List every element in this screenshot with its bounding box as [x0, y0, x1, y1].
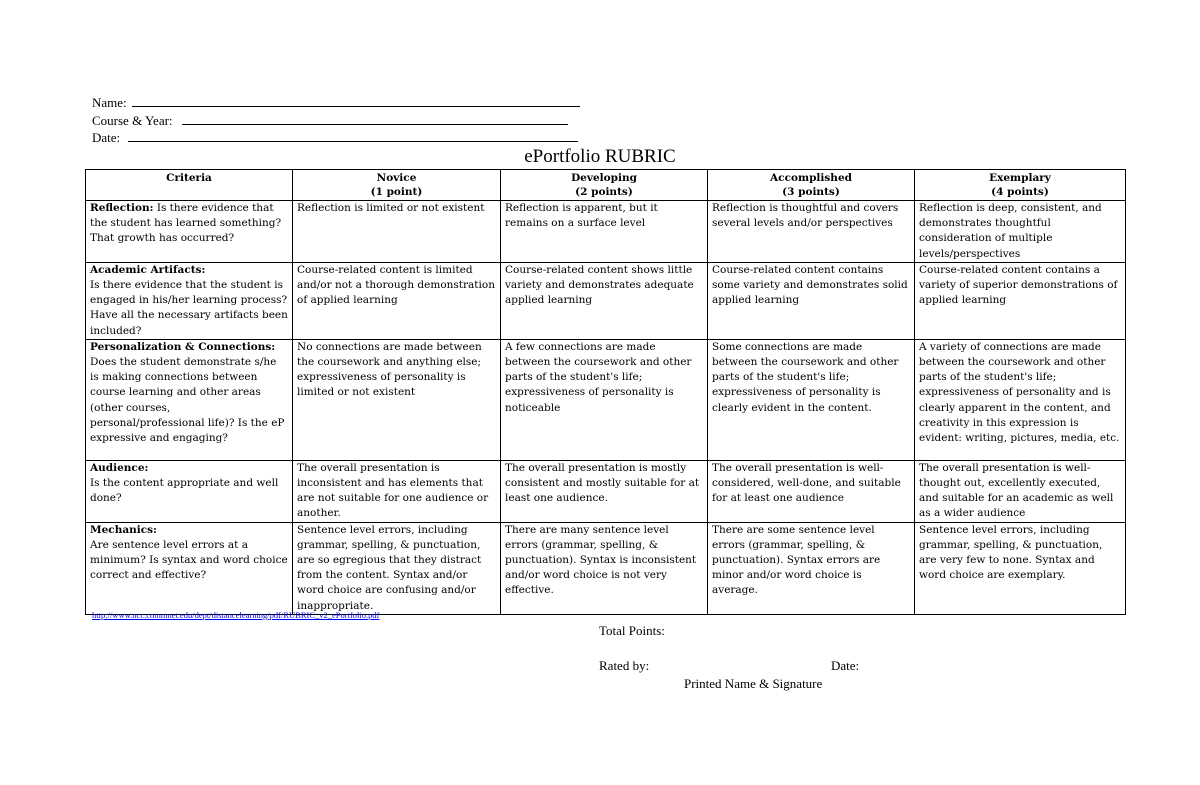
date-line[interactable] — [128, 130, 578, 142]
course-year-line[interactable] — [182, 113, 568, 125]
header-exemplary: Exemplary (4 points) — [915, 170, 1126, 201]
signature-label: Printed Name & Signature — [684, 676, 823, 691]
novice-cell: Course-related content is limited and/or not a thorough demonstration of applied learning — [293, 262, 501, 339]
course-year-field — [92, 113, 568, 129]
rated-by-label: Rated by: — [599, 658, 650, 673]
accomplished-cell: There are some sentence level errors (grammar, spelling, & punctuation). Syntax errors are minor and/or word choice is average. — [708, 522, 915, 614]
name-line[interactable] — [132, 95, 580, 107]
table-header-row — [86, 170, 1126, 201]
accomplished-cell: Some connections are made between the coursework and other parts of the student's life; expressiveness of personality is clearly evident in the content. — [708, 339, 915, 460]
source-link[interactable]: http://www.ncc.commnet.edu/dept/distancelearning/pdf/RUBRIC_v2_ePortfolio.pdf — [92, 610, 380, 620]
header-developing: Developing (2 points) — [501, 170, 708, 201]
table-row-mechanics — [86, 522, 1126, 614]
date-field — [92, 130, 578, 146]
developing-cell: There are many sentence level errors (grammar, spelling, & punctuation). Syntax is inconsistent and/or word choice is not very effective. — [501, 522, 708, 614]
header-criteria: Criteria — [86, 170, 293, 201]
total-points-label: Total Points: — [599, 623, 665, 638]
table-row-personalization — [86, 339, 1126, 460]
accomplished-cell: The overall presentation is well-considered, well-done, and suitable for at least one audience — [708, 460, 915, 522]
criteria-cell: Audience: Is the content appropriate and well done? — [86, 460, 293, 522]
criteria-cell: Reflection: Is there evidence that the student has learned something? That growth has occurred? — [86, 201, 293, 263]
developing-cell: Reflection is apparent, but it remains on a surface level — [501, 201, 708, 263]
table-row-reflection — [86, 201, 1126, 263]
exemplary-cell: Course-related content contains a variety of superior demonstrations of applied learning — [915, 262, 1126, 339]
name-field — [92, 95, 580, 111]
novice-cell: Reflection is limited or not existent — [293, 201, 501, 263]
page-title: ePortfolio RUBRIC — [524, 146, 676, 167]
developing-cell: The overall presentation is mostly consistent and mostly suitable for at least one audience. — [501, 460, 708, 522]
novice-cell: Sentence level errors, including grammar, spelling, & punctuation, are so egregious that they distract from the content. Syntax and/or word choice are confusing and/or inappropriate. — [293, 522, 501, 614]
date-footer-label: Date: — [831, 658, 860, 673]
header-novice: Novice (1 point) — [293, 170, 501, 201]
developing-cell: A few connections are made between the coursework and other parts of the student's life; expressiveness of personality is noticeable — [501, 339, 708, 460]
header-accomplished: Accomplished (3 points) — [708, 170, 915, 201]
exemplary-cell: Sentence level errors, including grammar, spelling, & punctuation, are very few to none. Syntax and word choice are exemplary. — [915, 522, 1126, 614]
rubric-table — [85, 169, 1126, 615]
date-label: Date: — [92, 130, 121, 145]
criteria-cell: Mechanics: Are sentence level errors at a minimum? Is syntax and word choice correct and effective? — [86, 522, 293, 614]
table-row-audience — [86, 460, 1126, 522]
novice-cell: The overall presentation is inconsistent and has elements that are not suitable for one audience or another. — [293, 460, 501, 522]
developing-cell: Course-related content shows little variety and demonstrates adequate applied learning — [501, 262, 708, 339]
criteria-cell: Academic Artifacts: Is there evidence that the student is engaged in his/her learning process? Have all the necessary artifacts been included? — [86, 262, 293, 339]
novice-cell: No connections are made between the coursework and anything else; expressiveness of personality is limited or not existent — [293, 339, 501, 460]
accomplished-cell: Reflection is thoughtful and covers several levels and/or perspectives — [708, 201, 915, 263]
exemplary-cell: A variety of connections are made between the coursework and other parts of the student's life; expressiveness of personality and is clearly apparent in the content, and creativity in this expression is evident: writing, pictures, media, etc. — [915, 339, 1126, 460]
name-label: Name: — [92, 95, 127, 110]
course-year-label: Course & Year: — [92, 113, 173, 128]
criteria-cell: Personalization & Connections: Does the student demonstrate s/he is making connections between course learning and other areas (other courses, personal/professional life)? Is the eP expressive and engaging? — [86, 339, 293, 460]
exemplary-cell: Reflection is deep, consistent, and demonstrates thoughtful consideration of multiple levels/perspectives — [915, 201, 1126, 263]
accomplished-cell: Course-related content contains some variety and demonstrates solid applied learning — [708, 262, 915, 339]
table-row-academic-artifacts — [86, 262, 1126, 339]
exemplary-cell: The overall presentation is well-thought out, excellently executed, and suitable for an academic as well as a wider audience — [915, 460, 1126, 522]
